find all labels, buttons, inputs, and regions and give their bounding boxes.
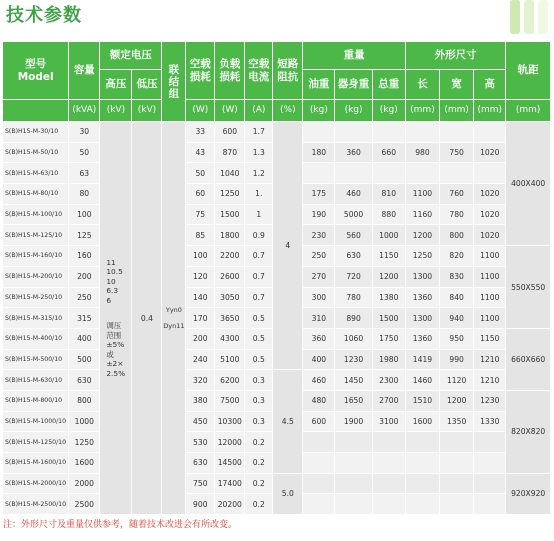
cell-load-loss: 12000 [215, 432, 245, 453]
cell-body-weight: 360 [335, 142, 372, 163]
header-model-en: Model [17, 70, 54, 83]
cell-height: 1100 [474, 266, 506, 287]
cell-noload-current: 1 [245, 204, 273, 225]
cell-noload-loss: 120 [186, 266, 215, 287]
cell-body-weight [335, 163, 372, 184]
cell-total-weight: 1200 [372, 266, 405, 287]
cell-noload-loss: 450 [186, 411, 215, 432]
cell-width: 760 [440, 184, 474, 205]
cell-total-weight: 810 [372, 184, 405, 205]
cell-length: 1160 [405, 204, 439, 225]
cell-noload-loss: 75 [186, 204, 215, 225]
cell-load-loss: 3050 [215, 287, 245, 308]
cell-capacity: 125 [69, 225, 100, 246]
cell-width [440, 122, 474, 143]
spec-table-body [3, 122, 551, 515]
cell-total-weight [372, 494, 405, 515]
cell-length [405, 163, 439, 184]
cell-width: 940 [440, 308, 474, 329]
cell-conn-merged [162, 122, 186, 515]
cell-width: 950 [440, 328, 474, 349]
cell-height [474, 432, 506, 453]
cell-total-weight: 1980 [372, 349, 405, 370]
cell-height: 1020 [474, 204, 506, 225]
cell-noload-loss: 43 [186, 142, 215, 163]
cell-noload-current: 0.3 [245, 411, 273, 432]
header-load-loss: 负载 损耗 [215, 42, 245, 100]
cell-length [405, 432, 439, 453]
cell-length: 1300 [405, 266, 439, 287]
cell-noload-current: 0.2 [245, 453, 273, 474]
cell-load-loss: 1250 [215, 184, 245, 205]
cell-noload-current: 0.5 [245, 328, 273, 349]
unit-model [3, 100, 69, 122]
cell-oil-weight: 270 [303, 266, 335, 287]
decor-stripe [538, 0, 548, 34]
cell-total-weight: 1150 [372, 246, 405, 267]
cell-height: 1210 [474, 349, 506, 370]
cell-oil-weight: 180 [303, 142, 335, 163]
cell-length [405, 453, 439, 474]
cell-body-weight: 5000 [335, 204, 372, 225]
cell-width: 1120 [440, 370, 474, 391]
cell-noload-loss: 900 [186, 494, 215, 515]
cell-lv-merged: 0.4 [132, 122, 162, 515]
cell-hv-merged [100, 122, 132, 515]
cell-model: S(B)H15-M-80/10 [3, 184, 69, 205]
header-capacity: 容量 [69, 42, 100, 100]
cell-width: 1350 [440, 411, 474, 432]
cell-noload-loss: 240 [186, 349, 215, 370]
cell-width: 990 [440, 349, 474, 370]
footnote: 注：外形尺寸及重量仅供参考，随着技术改进会有所改变。 [3, 520, 238, 530]
cell-height: 1100 [474, 308, 506, 329]
cell-noload-current: 1.2 [245, 163, 273, 184]
cell-model: S(B)H15-M-1000/10 [3, 411, 69, 432]
cell-noload-loss: 380 [186, 390, 215, 411]
cell-height [474, 163, 506, 184]
cell-impedance-4: 4 [273, 122, 303, 370]
cell-capacity: 63 [69, 163, 100, 184]
cell-height: 1330 [474, 411, 506, 432]
cell-body-weight: 1900 [335, 411, 372, 432]
cell-model: S(B)H15-M-1250/10 [3, 432, 69, 453]
cell-capacity: 1000 [69, 411, 100, 432]
cell-load-loss: 20200 [215, 494, 245, 515]
conn-yyn0: Yyn0 [165, 306, 182, 315]
cell-noload-loss: 60 [186, 184, 215, 205]
header-height: 高 [474, 70, 506, 100]
cell-noload-loss: 200 [186, 328, 215, 349]
cell-height: 1150 [474, 328, 506, 349]
cell-width: 820 [440, 246, 474, 267]
cell-body-weight: 1060 [335, 328, 372, 349]
cell-capacity: 2500 [69, 494, 100, 515]
cell-width [440, 432, 474, 453]
cell-model: S(B)H15-M-160/10 [3, 246, 69, 267]
cell-model: S(B)H15-M-2500/10 [3, 494, 69, 515]
cell-model: S(B)H15-M-400/10 [3, 328, 69, 349]
cell-load-loss: 1800 [215, 225, 245, 246]
cell-width [440, 453, 474, 474]
decor-stripe [524, 0, 534, 34]
header-model [3, 42, 69, 100]
cell-width: 1200 [440, 390, 474, 411]
header-width: 宽 [440, 70, 474, 100]
cell-total-weight: 1750 [372, 328, 405, 349]
cell-body-weight: 630 [335, 246, 372, 267]
cell-model: S(B)H15-M-125/10 [3, 225, 69, 246]
cell-capacity: 315 [69, 308, 100, 329]
cell-noload-current: 1.3 [245, 142, 273, 163]
cell-noload-loss: 170 [186, 308, 215, 329]
cell-length: 1100 [405, 184, 439, 205]
cell-body-weight: 720 [335, 266, 372, 287]
cell-noload-loss: 530 [186, 432, 215, 453]
cell-model: S(B)H15-M-630/10 [3, 370, 69, 391]
cell-oil-weight: 480 [303, 390, 335, 411]
cell-load-loss: 10300 [215, 411, 245, 432]
cell-width: 830 [440, 266, 474, 287]
cell-length: 1510 [405, 390, 439, 411]
unit-height: (mm) [474, 100, 506, 122]
cell-width: 800 [440, 225, 474, 246]
cell-oil-weight: 400 [303, 349, 335, 370]
cell-noload-loss: 100 [186, 246, 215, 267]
cell-oil-weight: 600 [303, 411, 335, 432]
cell-noload-current: 0.2 [245, 494, 273, 515]
cell-body-weight: 780 [335, 287, 372, 308]
header-oil-weight: 油重 [303, 70, 335, 100]
cell-oil-weight [303, 432, 335, 453]
cell-length: 1200 [405, 225, 439, 246]
cell-noload-loss: 320 [186, 370, 215, 391]
cell-total-weight: 3100 [372, 411, 405, 432]
header-rated-voltage: 额定电压 [100, 42, 162, 70]
cell-noload-current: 0.3 [245, 370, 273, 391]
header-lv: 低压 [132, 70, 162, 100]
unit-body: (kg) [335, 100, 372, 122]
cell-load-loss: 3650 [215, 308, 245, 329]
cell-total-weight: 2300 [372, 370, 405, 391]
cell-length: 1360 [405, 328, 439, 349]
header-gauge: 轨距 [506, 42, 551, 100]
unit-impedance: (%) [273, 100, 303, 122]
cell-model: S(B)H15-M-50/10 [3, 142, 69, 163]
cell-length: 980 [405, 142, 439, 163]
cell-load-loss: 2200 [215, 246, 245, 267]
cell-noload-current: 0.3 [245, 390, 273, 411]
conn-dyn11: Dyn11 [163, 322, 185, 331]
cell-oil-weight: 230 [303, 225, 335, 246]
cell-height: 1100 [474, 246, 506, 267]
cell-height: 1020 [474, 184, 506, 205]
cell-length: 1460 [405, 370, 439, 391]
header-hv: 高压 [100, 70, 132, 100]
cell-width [440, 473, 474, 494]
cell-noload-loss: 85 [186, 225, 215, 246]
cell-body-weight: 1230 [335, 349, 372, 370]
cell-body-weight: 1450 [335, 370, 372, 391]
table-row [3, 370, 551, 391]
cell-body-weight [335, 122, 372, 143]
cell-noload-current: 1.7 [245, 122, 273, 143]
cell-capacity: 1600 [69, 453, 100, 474]
cell-noload-loss: 50 [186, 163, 215, 184]
cell-width [440, 494, 474, 515]
header-connection-group [162, 42, 186, 122]
cell-noload-current: 0.7 [245, 266, 273, 287]
header-weight: 重量 [303, 42, 406, 70]
cell-height: 1230 [474, 390, 506, 411]
cell-capacity: 160 [69, 246, 100, 267]
unit-noload-current: (A) [245, 100, 273, 122]
header-total-weight: 总重 [372, 70, 405, 100]
header-impedance: 短路 阻抗 [273, 42, 303, 100]
cell-height [474, 122, 506, 143]
cell-total-weight: 660 [372, 142, 405, 163]
cell-total-weight: 1000 [372, 225, 405, 246]
cell-body-weight [335, 453, 372, 474]
cell-capacity: 50 [69, 142, 100, 163]
cell-capacity: 200 [69, 266, 100, 287]
header-body-weight: 器身重 [335, 70, 372, 100]
cell-length: 1600 [405, 411, 439, 432]
unit-lv: (kV) [132, 100, 162, 122]
page-title: 技术参数 [6, 5, 82, 26]
unit-total: (kg) [372, 100, 405, 122]
decor-stripe [510, 0, 520, 34]
unit-width: (mm) [440, 100, 474, 122]
cell-load-loss: 14500 [215, 453, 245, 474]
cell-impedance-45: 4.5 [273, 370, 303, 473]
cell-body-weight [335, 494, 372, 515]
cell-impedance-5: 5.0 [273, 473, 303, 514]
cell-total-weight [372, 453, 405, 474]
cell-total-weight [372, 122, 405, 143]
cell-total-weight: 1500 [372, 308, 405, 329]
cell-model: S(B)H15-M-2000/10 [3, 473, 69, 494]
cell-load-loss: 5100 [215, 349, 245, 370]
cell-load-loss: 600 [215, 122, 245, 143]
cell-width: 750 [440, 142, 474, 163]
header-noload-loss: 空载 损耗 [186, 42, 215, 100]
cell-total-weight: 2700 [372, 390, 405, 411]
cell-noload-current: 0.7 [245, 246, 273, 267]
cell-model: S(B)H15-M-30/10 [3, 122, 69, 143]
cell-capacity: 630 [69, 370, 100, 391]
cell-model: S(B)H15-M-500/10 [3, 349, 69, 370]
cell-model: S(B)H15-M-315/10 [3, 308, 69, 329]
header-model-cn: 型号 [25, 57, 47, 70]
table-row [3, 473, 551, 494]
header-dimensions: 外形尺寸 [405, 42, 505, 70]
cell-capacity: 800 [69, 390, 100, 411]
cell-capacity: 100 [69, 204, 100, 225]
cell-model: S(B)H15-M-63/10 [3, 163, 69, 184]
cell-height: 1020 [474, 142, 506, 163]
cell-oil-weight: 310 [303, 308, 335, 329]
cell-gauge-550: 550X550 [506, 246, 551, 329]
cell-capacity: 500 [69, 349, 100, 370]
unit-gauge: (mm) [506, 100, 551, 122]
cell-body-weight: 1650 [335, 390, 372, 411]
cell-body-weight: 890 [335, 308, 372, 329]
cell-capacity: 2000 [69, 473, 100, 494]
cell-gauge-820: 820X820 [506, 390, 551, 473]
cell-capacity: 400 [69, 328, 100, 349]
cell-model: S(B)H15-M-250/10 [3, 287, 69, 308]
cell-noload-current: 0.5 [245, 349, 273, 370]
cell-oil-weight [303, 494, 335, 515]
table-row [3, 122, 551, 143]
cell-body-weight [335, 432, 372, 453]
cell-height [474, 473, 506, 494]
cell-length: 1419 [405, 349, 439, 370]
cell-noload-loss: 33 [186, 122, 215, 143]
cell-noload-loss: 140 [186, 287, 215, 308]
cell-capacity: 1250 [69, 432, 100, 453]
cell-width: 840 [440, 287, 474, 308]
cell-total-weight [372, 163, 405, 184]
cell-oil-weight [303, 453, 335, 474]
cell-total-weight: 880 [372, 204, 405, 225]
cell-load-loss: 2600 [215, 266, 245, 287]
cell-oil-weight [303, 473, 335, 494]
cell-gauge-400: 400X400 [506, 122, 551, 246]
cell-length: 1360 [405, 287, 439, 308]
cell-noload-current: 0.2 [245, 432, 273, 453]
unit-oil: (kg) [303, 100, 335, 122]
cell-length [405, 122, 439, 143]
cell-load-loss: 7500 [215, 390, 245, 411]
cell-width [440, 163, 474, 184]
cell-gauge-660: 660X660 [506, 328, 551, 390]
unit-load-loss: (W) [215, 100, 245, 122]
cell-oil-weight: 250 [303, 246, 335, 267]
cell-model: S(B)H15-M-200/10 [3, 266, 69, 287]
cell-capacity: 80 [69, 184, 100, 205]
cell-model: S(B)H15-M-800/10 [3, 390, 69, 411]
unit-hv: (kV) [100, 100, 132, 122]
spec-table-wrapper [2, 41, 551, 515]
cell-load-loss: 17400 [215, 473, 245, 494]
hv-values: 11 10.5 10 6.3 6 [106, 257, 123, 305]
cell-noload-current: 0.2 [245, 473, 273, 494]
cell-noload-current: 1. [245, 184, 273, 205]
cell-noload-current: 0.9 [245, 225, 273, 246]
cell-load-loss: 4300 [215, 328, 245, 349]
cell-length [405, 473, 439, 494]
cell-length [405, 494, 439, 515]
cell-total-weight [372, 473, 405, 494]
cell-width: 780 [440, 204, 474, 225]
spec-table [2, 41, 551, 515]
cell-oil-weight: 175 [303, 184, 335, 205]
cell-body-weight: 560 [335, 225, 372, 246]
cell-oil-weight: 300 [303, 287, 335, 308]
cell-length: 1300 [405, 308, 439, 329]
unit-length: (mm) [405, 100, 439, 122]
header-noload-current: 空载 电流 [245, 42, 273, 100]
cell-oil-weight [303, 122, 335, 143]
cell-height: 1020 [474, 225, 506, 246]
cell-noload-current: 0.7 [245, 287, 273, 308]
cell-oil-weight: 190 [303, 204, 335, 225]
cell-load-loss: 1040 [215, 163, 245, 184]
cell-load-loss: 6200 [215, 370, 245, 391]
cell-height: 1210 [474, 370, 506, 391]
cell-model: S(B)H15-M-1600/10 [3, 453, 69, 474]
cell-noload-current: 0.5 [245, 308, 273, 329]
unit-capacity: (kVA) [69, 100, 100, 122]
cell-load-loss: 870 [215, 142, 245, 163]
cell-oil-weight: 360 [303, 328, 335, 349]
cell-noload-loss: 630 [186, 453, 215, 474]
cell-length: 1250 [405, 246, 439, 267]
cell-height [474, 494, 506, 515]
cell-noload-loss: 750 [186, 473, 215, 494]
cell-oil-weight [303, 163, 335, 184]
cell-body-weight: 460 [335, 184, 372, 205]
cell-gauge-920: 920X920 [506, 473, 551, 514]
unit-noload-loss: (W) [186, 100, 215, 122]
header-length: 长 [405, 70, 439, 100]
cell-total-weight [372, 432, 405, 453]
cell-load-loss: 1500 [215, 204, 245, 225]
cell-height [474, 453, 506, 474]
hv-tap-range: 调压 范围 ±5% 或 ±2× 2.5% [106, 321, 126, 378]
cell-body-weight [335, 473, 372, 494]
cell-oil-weight: 460 [303, 370, 335, 391]
cell-capacity: 30 [69, 122, 100, 143]
cell-height: 1100 [474, 287, 506, 308]
cell-model: S(B)H15-M-100/10 [3, 204, 69, 225]
header-conn-text: 联结组 [168, 63, 180, 100]
cell-capacity: 250 [69, 287, 100, 308]
cell-total-weight: 1380 [372, 287, 405, 308]
